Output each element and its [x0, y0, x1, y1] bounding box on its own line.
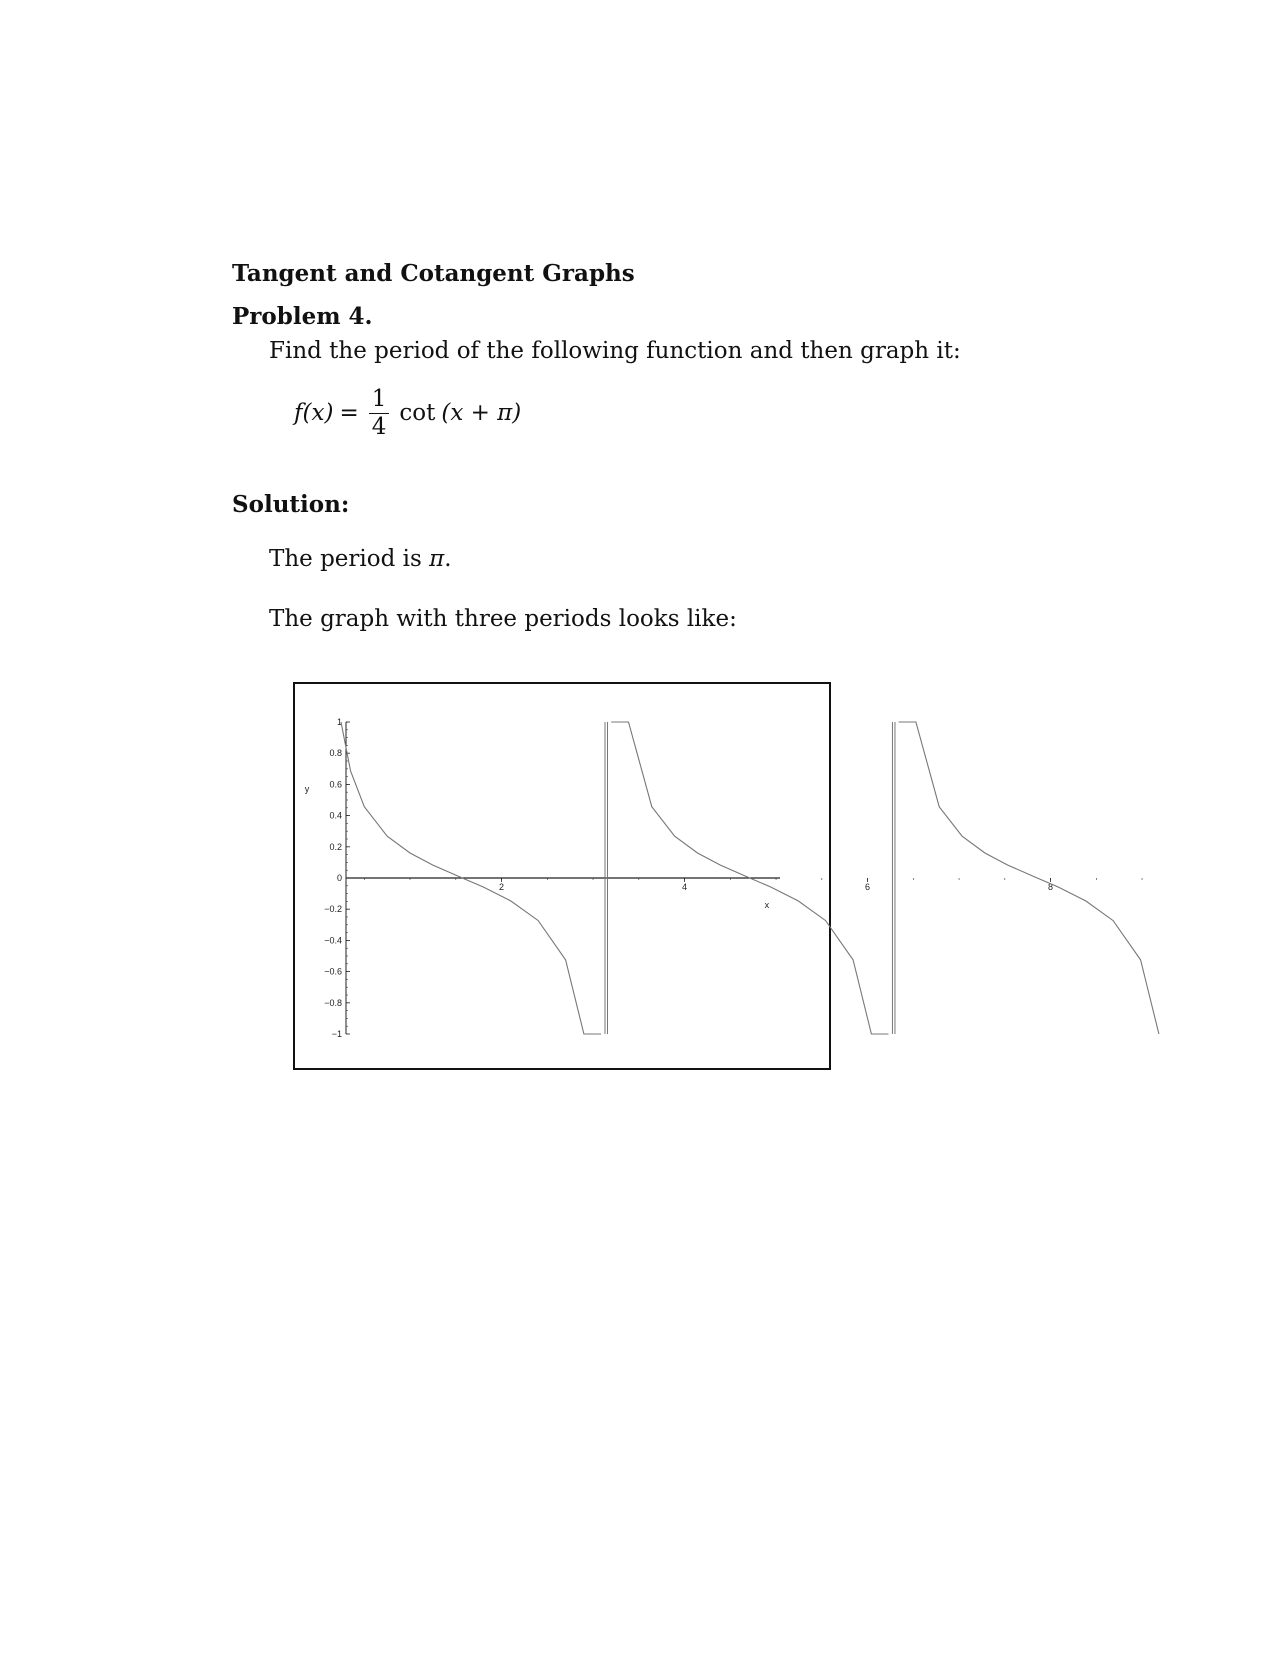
- y-tick-label: 1: [336, 717, 342, 727]
- y-tick-label: −0.6: [324, 966, 342, 977]
- period-value: π: [429, 546, 445, 572]
- cotangent-plot: [295, 684, 1054, 1068]
- x-tick-label: 2: [499, 882, 505, 892]
- x-tick-label: 4: [682, 882, 688, 892]
- page-title: Tangent and Cotangent Graphs: [232, 260, 635, 287]
- y-tick-label: −0.8: [324, 997, 342, 1008]
- y-tick-label: −0.2: [324, 904, 342, 915]
- y-tick-label: 0.8: [329, 748, 342, 759]
- graph-intro: The graph with three periods looks like:: [269, 606, 737, 632]
- problem-label: Problem 4.: [232, 303, 373, 330]
- graph-figure: [293, 682, 1054, 1070]
- function-formula: [294, 388, 521, 439]
- formula-equals: =: [339, 400, 359, 426]
- y-tick-label: 0.2: [329, 841, 342, 852]
- y-tick-label: 0.4: [329, 810, 342, 821]
- formula-fraction: [369, 388, 390, 439]
- y-tick-label: −1: [331, 1029, 342, 1039]
- solution-label: Solution:: [232, 491, 350, 518]
- y-tick-label: −0.4: [324, 935, 342, 946]
- fraction-denominator: 4: [371, 414, 387, 440]
- period-prefix: The period is: [269, 546, 430, 572]
- x-tick-label: 8: [1048, 882, 1054, 892]
- period-statement: [269, 548, 452, 571]
- y-axis-label: y: [304, 784, 310, 795]
- x-tick-label: 6: [865, 882, 871, 892]
- y-tick-label: 0.6: [329, 779, 342, 790]
- period-suffix: .: [444, 546, 452, 572]
- formula-function: cot: [399, 400, 436, 426]
- y-tick-label: 0: [336, 873, 342, 883]
- fraction-numerator: 1: [369, 388, 390, 414]
- formula-argument: (x + π): [441, 400, 522, 426]
- x-axis-label: x: [764, 900, 770, 910]
- formula-lhs: f(x): [294, 400, 334, 426]
- curve-branch-3: [899, 722, 1159, 1034]
- problem-statement: Find the period of the following function and then graph it:: [269, 338, 961, 364]
